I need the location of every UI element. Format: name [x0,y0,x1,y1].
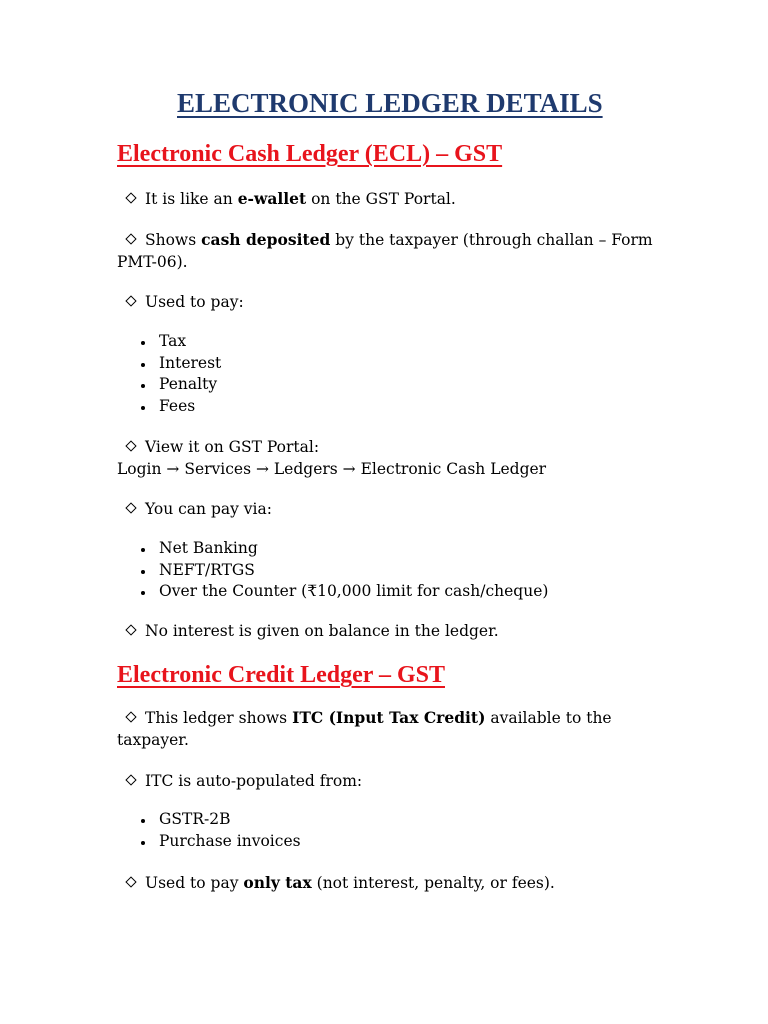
diamond-bullet-icon [125,502,136,513]
list-item: Penalty [141,374,221,396]
section-heading-cash-ledger: Electronic Cash Ledger (ECL) – GST [117,141,503,167]
paragraph-used-to-pay: Used to pay: [117,291,657,313]
section-heading-credit-ledger: Electronic Credit Ledger – GST [117,662,445,688]
diamond-bullet-icon [125,440,136,451]
list-item: GSTR-2B [141,809,301,831]
paragraph-pay-via: You can pay via: [117,498,657,520]
list-item: Interest [141,353,221,375]
portal-navigation-path: Login → Services → Ledgers → Electronic Cash Ledger [117,460,547,478]
document-title: ELECTRONIC LEDGER DETAILS [177,88,603,118]
paragraph-only-tax: Used to pay only tax (not interest, penalty, or fees). [117,872,657,894]
paragraph-auto-populated: ITC is auto-populated from: [117,770,657,792]
paragraph-view-portal: View it on GST Portal: Login → Services → Ledgers → Electronic Cash Ledger [117,438,547,478]
list-itc-sources [141,809,301,852]
list-item: Purchase invoices [141,831,301,853]
diamond-bullet-icon [125,233,136,244]
list-item: NEFT/RTGS [141,560,548,582]
diamond-bullet-icon [125,192,136,203]
paragraph-no-interest: No interest is given on balance in the ledger. [117,620,657,642]
diamond-bullet-icon [125,876,136,887]
list-item: Net Banking [141,538,548,560]
list-item: Tax [141,331,221,353]
diamond-bullet-icon [125,711,136,722]
diamond-bullet-icon [125,774,136,785]
list-payment-modes [141,538,548,603]
diamond-bullet-icon [125,295,136,306]
paragraph-ewallet: It is like an e-wallet on the GST Portal. [117,188,657,210]
list-item: Over the Counter (₹10,000 limit for cash/cheque) [141,581,548,603]
paragraph-itc: This ledger shows ITC (Input Tax Credit) available to the taxpayer. [117,708,612,749]
diamond-bullet-icon [125,624,136,635]
paragraph-cash-deposited: Shows cash deposited by the taxpayer (through challan – Form PMT-06). [117,230,653,271]
list-item: Fees [141,396,221,418]
list-payment-uses [141,331,221,417]
